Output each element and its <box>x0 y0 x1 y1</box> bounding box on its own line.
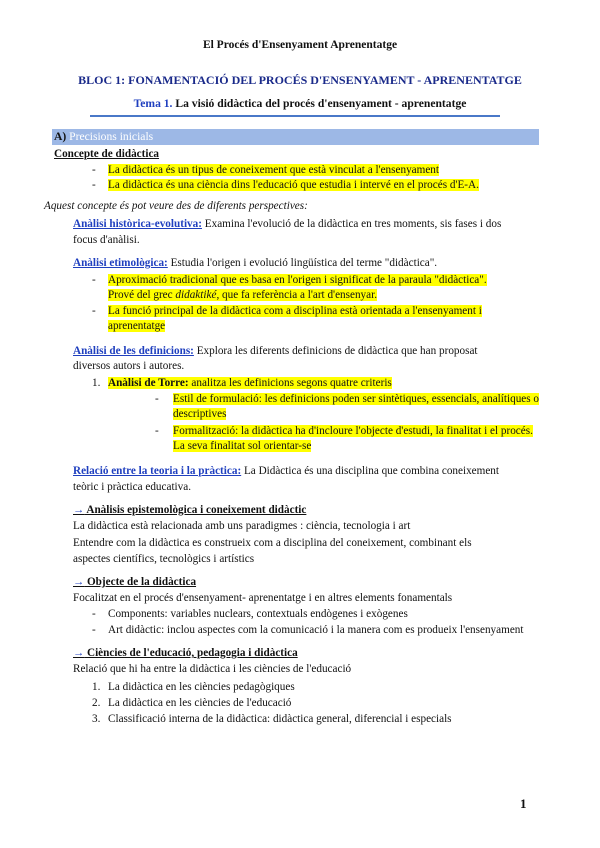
ciencies-item-1-number: 1. <box>92 681 101 693</box>
etimologica-line: Anàlisi etimològica: Estudia l'origen i evolució lingüística del terme "didàctica". <box>73 257 438 269</box>
ciencies-heading: → Ciències de l'educació, pedagogia i didàctica <box>73 647 298 659</box>
etimologica-item-1-line-2: Prové del grec didaktiké, que fa referència a l'art d'ensenyar. <box>108 289 378 301</box>
ciencies-item-2: La didàctica en les ciències de l'educació <box>108 697 292 709</box>
etimologica-label: Anàlisi etimològica: <box>73 257 168 269</box>
section-a-bar <box>52 129 539 145</box>
objecte-dash-1: - <box>92 608 96 620</box>
torre-sub-1-line-1: Estil de formulació: les definicions poden ser sintètiques, essencials, analítiques o <box>173 393 539 405</box>
relacio-line-1: Relació entre la teoria i la pràctica: La Didàctica és una disciplina que combina coneixement <box>73 465 500 477</box>
perspectives-intro: Aquest concepte és pot veure des de diferents perspectives: <box>44 200 308 212</box>
bloc-title: BLOC 1: FONAMENTACIÓ DEL PROCÉS D'ENSENYAMENT - APRENENTATGE <box>78 73 522 87</box>
arrow-icon: → <box>73 647 85 659</box>
etimologica-item-1-line-1: Aproximació tradicional que es basa en l'origen i significat de la paraula "didàctica". <box>108 274 487 286</box>
ciencies-item-3: Classificació interna de la didàctica: didàctica general, diferencial i especials <box>108 713 452 725</box>
torre-sub-2-line-1: Formalització: la didàctica ha d'incloure l'objecte d'estudi, la finalitat i el procés. <box>173 425 533 437</box>
relacio-label: Relació entre la teoria i la pràctica: <box>73 465 242 477</box>
epistemologica-line-2: Entendre com la didàctica es construeix com a disciplina del coneixement, combinant els <box>73 537 472 549</box>
epistemologica-heading: → Anàlisis epistemològica i coneixement didàctic <box>73 504 307 516</box>
historica-label: Anàlisi històrica-evolutiva: <box>73 218 202 230</box>
greek-term: didaktiké <box>175 289 217 301</box>
torre-sub-2-line-2: La seva finalitat sol orientar-se <box>173 440 312 452</box>
objecte-line-1: Focalitzat en el procés d'ensenyament- aprenentatge i en altres elements fonamentals <box>73 592 453 604</box>
arrow-icon: → <box>73 504 85 516</box>
definicions-line-2: diversos autors i autores. <box>73 360 185 372</box>
concepte-item-1: La didàctica és un tipus de coneixement que està vinculat a l'ensenyament <box>108 164 439 176</box>
epistemologica-line-1: La didàctica està relacionada amb uns paradigmes : ciència, tecnologia i art <box>73 520 411 532</box>
torre-line: Anàlisi de Torre: analitza les definicions segons quatre criteris <box>108 377 392 389</box>
torre-dash-2: - <box>155 425 159 437</box>
ciencies-item-3-number: 3. <box>92 713 101 725</box>
section-a-label: A) <box>54 130 67 143</box>
etimologica-dash-2: - <box>92 305 96 317</box>
section-a-title: Precisions inicials <box>66 130 154 143</box>
objecte-dash-2: - <box>92 624 96 636</box>
section-a-heading <box>54 130 153 145</box>
page-number: 1 <box>520 796 527 811</box>
arrow-icon: → <box>73 576 85 588</box>
torre-number: 1. <box>92 377 101 389</box>
ciencies-line-1: Relació que hi ha entre la didàctica i les ciències de l'educació <box>73 663 352 675</box>
tema-title-text: La visió didàctica del procés d'ensenyament - aprenentatge <box>172 97 467 110</box>
concepte-item-2: La didàctica és una ciència dins l'educació que estudia i intervé en el procés d'E-A. <box>108 179 479 191</box>
torre-sub-1-line-2: descriptives <box>173 408 227 420</box>
torre-label: Anàlisi de Torre: <box>108 377 189 389</box>
epistemologica-line-3: aspectes científics, tecnològics i artístics <box>73 553 255 565</box>
objecte-heading: → Objecte de la didàctica <box>73 576 197 588</box>
torre-dash-1: - <box>155 393 159 405</box>
document-header-title: El Procés d'Ensenyament Aprenentatge <box>202 39 398 51</box>
tema-title <box>0 97 600 112</box>
objecte-item-2: Art didàctic: inclou aspectes com la comunicació i la manera com es produeix l'ensenyament <box>108 624 524 636</box>
etimologica-dash-1: - <box>92 274 96 286</box>
concepte-dash-2: - <box>92 179 96 191</box>
relacio-line-2: teòric i pràctica educativa. <box>73 481 192 493</box>
tema-number: Tema 1. <box>133 97 173 110</box>
ciencies-item-2-number: 2. <box>92 697 101 709</box>
ciencies-item-1: La didàctica en les ciències pedagògiques <box>108 681 295 693</box>
concepte-heading: Concepte de didàctica <box>54 148 160 160</box>
concepte-dash-1: - <box>92 164 96 176</box>
definicions-line-1: Anàlisi de les definicions: Explora les diferents definicions de didàctica que han proposat <box>73 345 478 357</box>
etimologica-item-2-line-2: aprenentatge <box>108 320 166 332</box>
tema-underline-rule <box>90 115 500 117</box>
historica-line-1: Anàlisi històrica-evolutiva: Examina l'evolució de la didàctica en tres moments, sis fases i dos <box>73 218 502 230</box>
definicions-label: Anàlisi de les definicions: <box>73 345 194 357</box>
objecte-item-1: Components: variables nuclears, contextuals endògenes i exògenes <box>108 608 408 620</box>
etimologica-item-2-line-1: La funció principal de la didàctica com a disciplina està orientada a l'ensenyament i <box>108 305 482 317</box>
historica-line-2: focus d'anàlisi. <box>73 234 140 246</box>
